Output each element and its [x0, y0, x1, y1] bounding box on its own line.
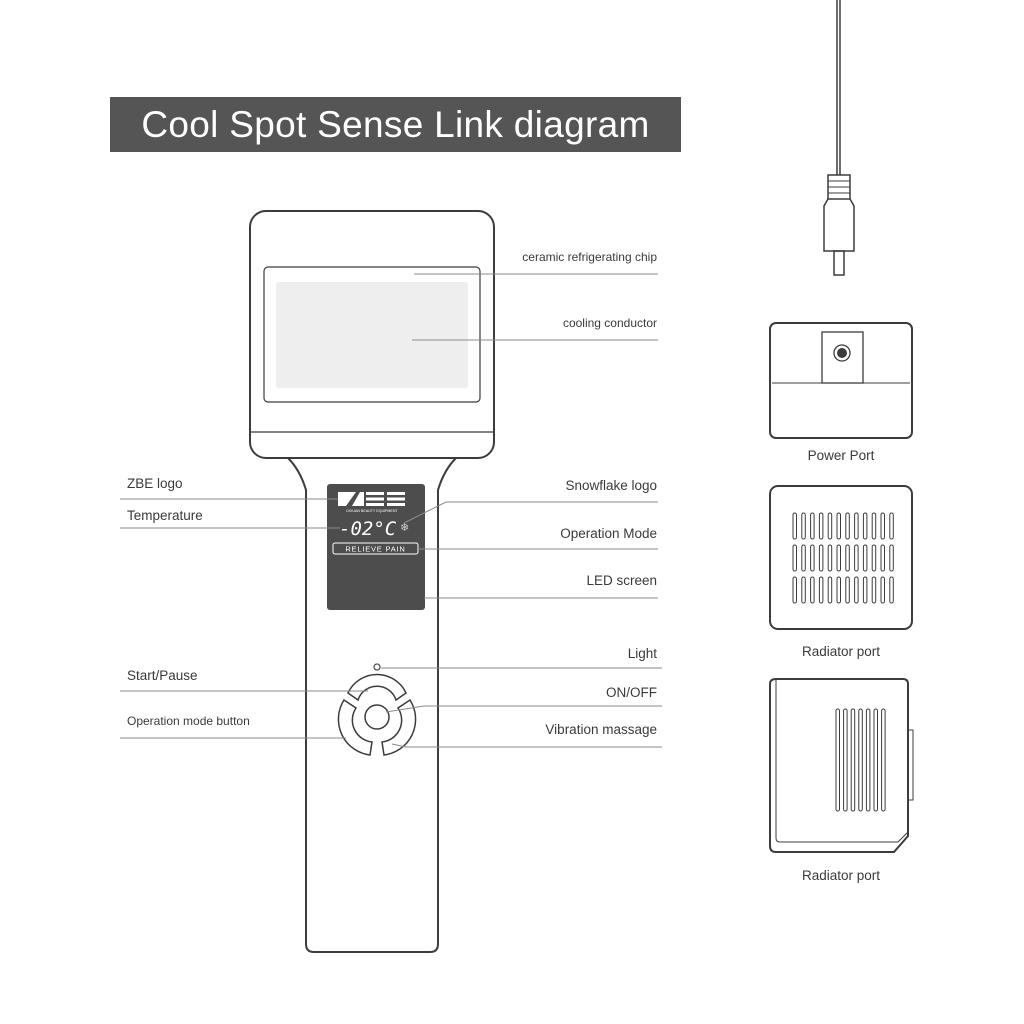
vent-slot — [837, 577, 841, 603]
snowflake-icon: ❄ — [400, 521, 410, 534]
vent-slot — [828, 577, 832, 603]
vent-slot — [837, 545, 841, 571]
vent-slot — [872, 577, 876, 603]
label-temperature: Temperature — [127, 508, 203, 523]
vent-slot — [819, 545, 823, 571]
caption-power-port: Power Port — [807, 448, 875, 463]
light-indicator — [374, 664, 380, 670]
vent-slot — [802, 513, 806, 539]
vent-slot — [846, 513, 850, 539]
vent-slot — [819, 577, 823, 603]
vent-slot — [793, 577, 797, 603]
diagram-title: Cool Spot Sense Link diagram — [141, 103, 650, 145]
label-start-pause: Start/Pause — [127, 668, 198, 683]
power-port-icon — [838, 349, 846, 357]
label-ceramic-chip: ceramic refrigerating chip — [522, 250, 657, 264]
operation-mode-button — [338, 700, 372, 755]
power-plug — [824, 0, 854, 275]
vent-slot — [872, 513, 876, 539]
vent-slot — [874, 709, 878, 811]
power-port-view — [770, 323, 912, 438]
radiator-vents-1 — [793, 513, 893, 603]
label-operation-mode: Operation Mode — [560, 526, 657, 541]
label-light: Light — [627, 646, 657, 661]
vent-slot — [866, 709, 870, 811]
label-led-screen: LED screen — [586, 573, 657, 588]
vent-slot — [855, 545, 859, 571]
cooling-conductor-plate — [276, 282, 468, 388]
vent-slot — [836, 709, 840, 811]
vent-slot — [863, 513, 867, 539]
label-zbe-logo: ZBE logo — [127, 476, 183, 491]
vent-slot — [863, 545, 867, 571]
label-cooling-conductor: cooling conductor — [562, 316, 657, 330]
vent-slot — [872, 545, 876, 571]
label-snowflake-logo: Snowflake logo — [565, 478, 657, 493]
temperature-readout: -02°C — [339, 518, 397, 540]
vent-slot — [846, 577, 850, 603]
radiator-port-view-2 — [770, 679, 913, 852]
vent-slot — [819, 513, 823, 539]
vent-slot — [890, 545, 894, 571]
vent-slot — [828, 545, 832, 571]
vent-slot — [855, 513, 859, 539]
vent-slot — [881, 513, 885, 539]
vent-slot — [890, 577, 894, 603]
caption-radiator-port-2: Radiator port — [801, 868, 881, 883]
vent-slot — [793, 513, 797, 539]
vent-slot — [802, 577, 806, 603]
caption-radiator-port-1: Radiator port — [801, 644, 881, 659]
vent-slot — [855, 577, 859, 603]
vent-slot — [837, 513, 841, 539]
vent-slot — [811, 513, 815, 539]
brand-subtitle: DIXUAN BEAUTY EQUIPMENT — [346, 509, 398, 513]
label-vibration-massage: Vibration massage — [545, 722, 657, 737]
vent-slot — [851, 709, 855, 811]
vent-slot — [863, 577, 867, 603]
label-operation-mode-button: Operation mode button — [127, 714, 250, 728]
vent-slot — [881, 577, 885, 603]
vent-slot — [846, 545, 850, 571]
start-pause-button — [348, 675, 406, 700]
vent-slot — [828, 513, 832, 539]
vent-slot — [859, 709, 863, 811]
mode-readout: RELIEVE PAIN — [345, 544, 406, 554]
label-on-off: ON/OFF — [606, 685, 657, 700]
vent-slot — [811, 545, 815, 571]
vent-slot — [844, 709, 848, 811]
vent-slot — [890, 513, 894, 539]
vent-slot — [881, 545, 885, 571]
vent-slot — [811, 577, 815, 603]
button-cluster — [338, 675, 415, 755]
vent-slot — [882, 709, 886, 811]
vent-slot — [802, 545, 806, 571]
radiator-vents-2 — [836, 709, 885, 811]
vent-slot — [793, 545, 797, 571]
on-off-button — [365, 705, 389, 729]
